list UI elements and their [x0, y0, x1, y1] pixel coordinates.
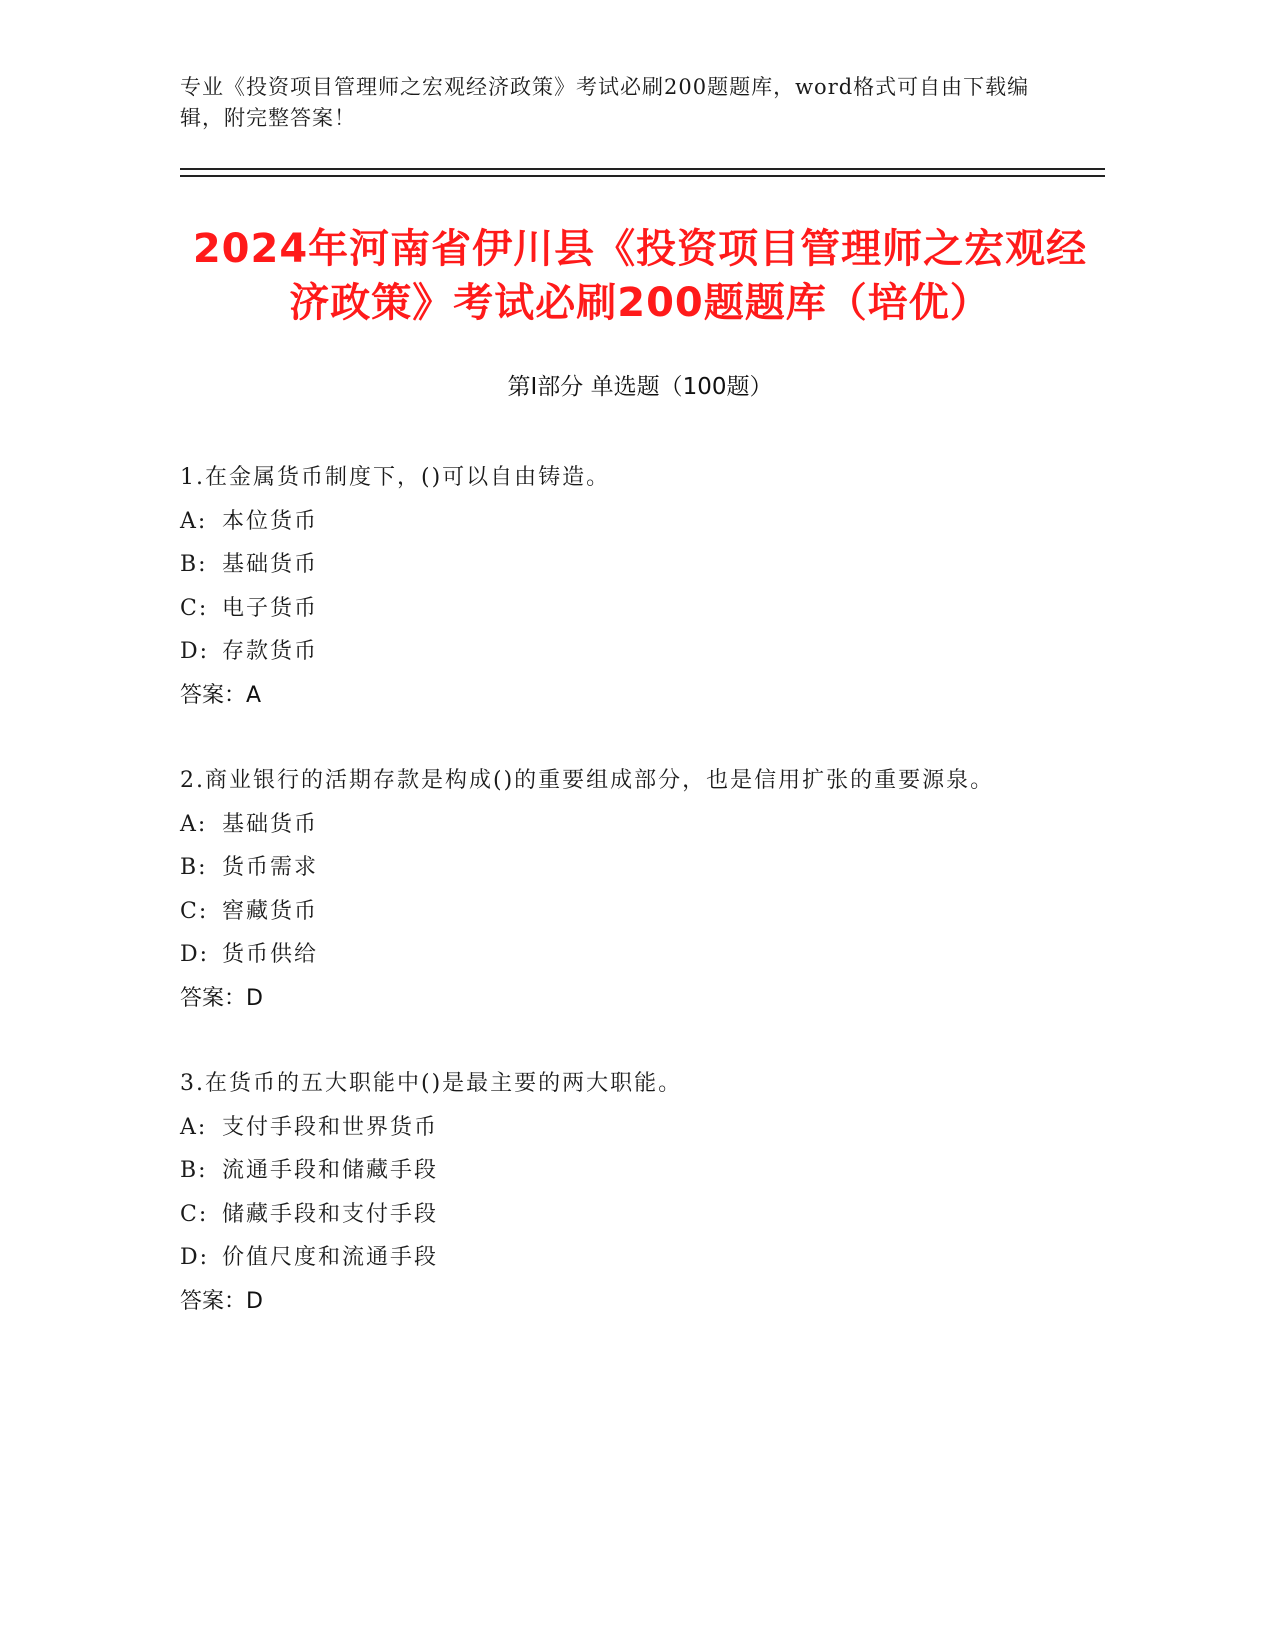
section-title: 第Ⅰ部分 单选题（100题）	[507, 374, 773, 400]
option-key: B:	[180, 855, 208, 880]
question-text: 2.商业银行的活期存款是构成()的重要组成部分，也是信用扩张的重要源泉。	[180, 768, 995, 793]
option-text: 流通手段和储藏手段	[222, 1158, 439, 1183]
option-text: 窖藏货币	[222, 898, 319, 924]
question-text: 3.在货币的五大职能中()是最主要的两大职能。	[180, 1071, 683, 1096]
question-text: 1.在金属货币制度下，()可以自由铸造。	[180, 465, 611, 490]
option-key: B:	[180, 1158, 208, 1183]
option-key: A:	[180, 508, 208, 534]
option-text: 基础货币	[222, 552, 319, 577]
option-key: D:	[180, 639, 210, 664]
option-b	[180, 543, 1040, 587]
option-key: A:	[180, 811, 208, 837]
option-a	[180, 1106, 1040, 1150]
option-key: C:	[180, 898, 209, 924]
option-key: B:	[180, 552, 208, 577]
option-key: D:	[180, 1245, 210, 1270]
option-b	[180, 846, 1040, 890]
answer-line: 答案：D	[180, 985, 263, 1011]
option-text: 支付手段和世界货币	[222, 1114, 439, 1140]
option-d	[180, 630, 1040, 674]
answer-line: 答案：D	[180, 1288, 263, 1314]
option-text: 存款货币	[222, 639, 319, 664]
option-text: 价值尺度和流通手段	[222, 1245, 439, 1270]
option-a	[180, 500, 1040, 544]
option-text: 基础货币	[222, 811, 319, 837]
header-rule-top	[180, 168, 1105, 170]
option-text: 储藏手段和支付手段	[222, 1201, 439, 1227]
option-d	[180, 933, 1040, 977]
option-text: 货币供给	[222, 942, 319, 967]
option-text: 货币需求	[222, 855, 319, 880]
option-key: C:	[180, 1201, 209, 1227]
header-rule-bottom	[180, 175, 1105, 177]
question-item	[180, 1062, 1040, 1323]
option-c	[180, 1193, 1040, 1237]
document-title: 2024年河南省伊川县《投资项目管理师之宏观经济政策》考试必刷200题题库（培优）	[192, 226, 1088, 326]
option-text: 本位货币	[222, 508, 319, 534]
option-d	[180, 1236, 1040, 1280]
option-c	[180, 587, 1040, 631]
option-text: 电子货币	[222, 595, 319, 621]
option-key: C:	[180, 595, 209, 621]
option-c	[180, 890, 1040, 934]
answer-line: 答案：A	[180, 682, 262, 708]
option-a	[180, 803, 1040, 847]
question-item	[180, 759, 1040, 1020]
header-note: 专业《投资项目管理师之宏观经济政策》考试必刷200题题库，word格式可自由下载编辑，附完整答案！	[180, 75, 1030, 130]
question-item	[180, 456, 1040, 717]
option-key: D:	[180, 942, 210, 967]
option-b	[180, 1149, 1040, 1193]
option-key: A:	[180, 1114, 208, 1140]
question-list	[180, 456, 1040, 1365]
